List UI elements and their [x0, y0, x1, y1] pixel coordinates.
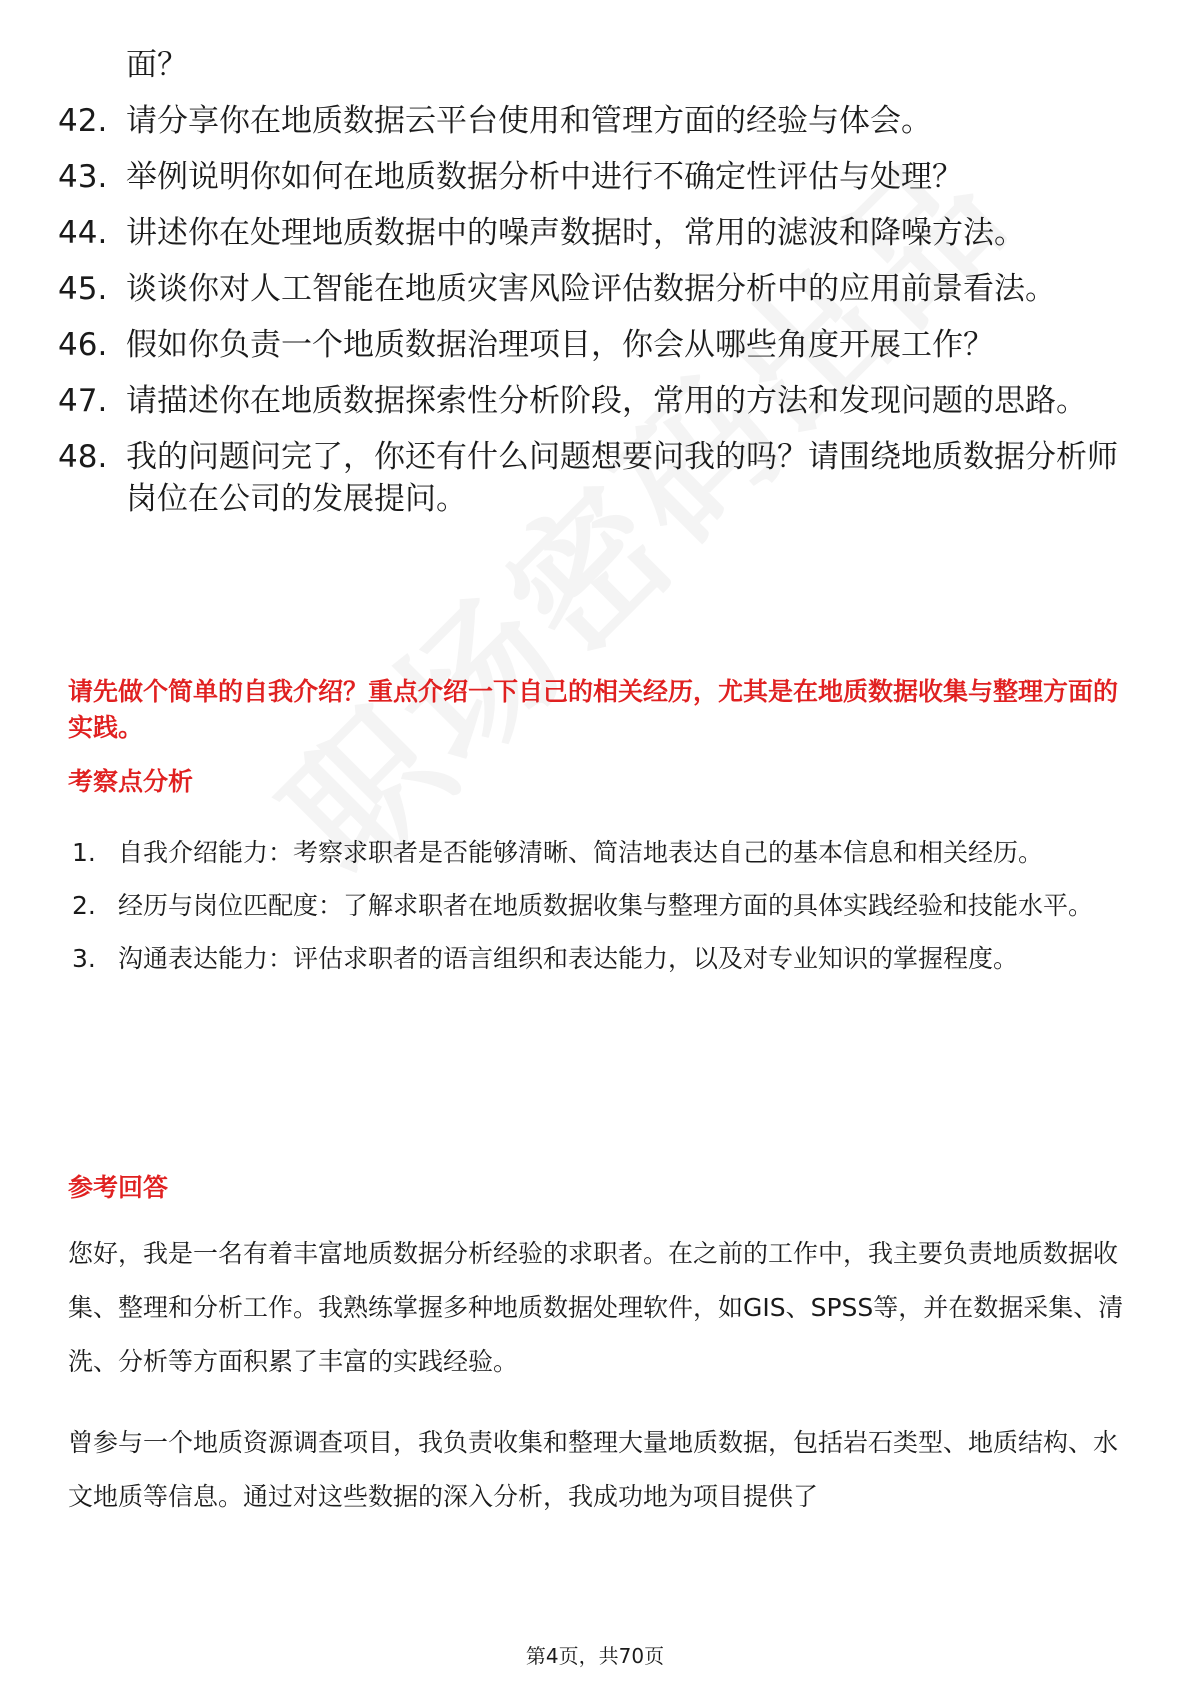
analysis-heading: 考察点分析: [68, 767, 194, 796]
question-number: 42.: [58, 103, 108, 139]
analysis-number: 1.: [72, 838, 96, 867]
question-text: 请描述你在地质数据探索性分析阶段，常用的方法和发现问题的思路。: [126, 383, 1087, 419]
question-number: 44.: [58, 215, 108, 251]
analysis-number: 3.: [72, 944, 96, 973]
question-number: 45.: [58, 271, 108, 307]
question-item: [58, 156, 1138, 198]
answer-heading: 参考回答: [68, 1173, 169, 1202]
question-list: [58, 44, 1138, 534]
question-number: 47.: [58, 383, 108, 419]
question-text: 我的问题问完了，你还有什么问题想要问我的吗？请围绕地质数据分析师岗位在公司的发展提问。: [126, 439, 1118, 517]
question-text: 假如你负责一个地质数据治理项目，你会从哪些角度开展工作？: [126, 327, 994, 363]
analysis-text: 沟通表达能力：评估求职者的语言组织和表达能力，以及对专业知识的掌握程度。: [118, 944, 1019, 973]
question-text: 讲述你在处理地质数据中的噪声数据时，常用的滤波和降噪方法。: [126, 215, 1025, 251]
question-item: [58, 212, 1138, 254]
question-item: [58, 100, 1138, 142]
question-item: [58, 324, 1138, 366]
analysis-item: [72, 932, 1130, 985]
question-text: 举例说明你如何在地质数据分析中进行不确定性评估与处理？: [126, 159, 963, 195]
question-item: [58, 436, 1138, 520]
question-number: 48.: [58, 439, 108, 475]
question-number: 46.: [58, 327, 108, 363]
answer-paragraph: 您好，我是一名有着丰富地质数据分析经验的求职者。在之前的工作中，我主要负责地质数据收集、整理和分析工作。我熟练掌握多种地质数据处理软件，如GIS、SPSS等，并在数据采集、清洗、分析等方面积累了丰富的实践经验。: [68, 1239, 1124, 1376]
question-continuation: 面？: [126, 47, 188, 83]
analysis-text: 经历与岗位匹配度：了解求职者在地质数据收集与整理方面的具体实践经验和技能水平。: [118, 891, 1094, 920]
question-item: [58, 380, 1138, 422]
analysis-number: 2.: [72, 891, 96, 920]
question-text: 谈谈你对人工智能在地质灾害风险评估数据分析中的应用前景看法。: [126, 271, 1056, 307]
interview-question: 请先做个简单的自我介绍？重点介绍一下自己的相关经历，尤其是在地质数据收集与整理方面的实践。: [68, 677, 1119, 742]
analysis-text: 自我介绍能力：考察求职者是否能够清晰、简洁地表达自己的基本信息和相关经历。: [118, 838, 1044, 867]
page-footer: 第4页，共70页: [525, 1644, 665, 1668]
answer-paragraph: 曾参与一个地质资源调查项目，我负责收集和整理大量地质数据，包括岩石类型、地质结构、水文地质等信息。通过对这些数据的深入分析，我成功地为项目提供了: [68, 1428, 1119, 1511]
question-text: 请分享你在地质数据云平台使用和管理方面的经验与体会。: [126, 103, 932, 139]
analysis-item: [72, 826, 1130, 879]
analysis-list: [72, 826, 1130, 985]
question-item: [58, 268, 1138, 310]
question-number: 43.: [58, 159, 108, 195]
analysis-item: [72, 879, 1130, 932]
